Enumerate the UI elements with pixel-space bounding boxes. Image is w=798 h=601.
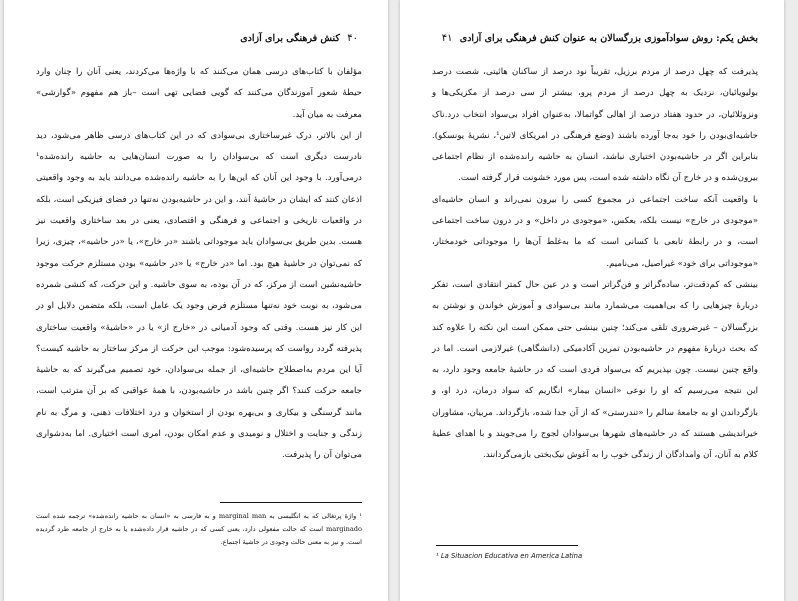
paragraph: پذیرفت که چهل درصد از مردم برزیل، تقریباً نود درصد از ساکنان هائیتی، شصت درصد بولیویائیان، نزدیک به چهل درصد از مردم پرو، بیشتر از سی درصد از مکزیکی‌ها و ونزوئلائیان، در حدود هفتاد درصد از اهالی گواتمالا، به‌عنوان افراد بی‌سواد انتخاب درد.ناک حاشیه‌ای‌بودن را خود به‌جا آورده باشند (وضع فرهنگی در امریکای لاتین¹، نشریهٔ یونسکو). بنابراین اگر در حاشیه‌بودن اختیاری نباشد، انسان به حاشیه رانده‌شده از نظام اجتماعی بیرون‌شده و در خارج آن نگاه داشته شده است، پس مورد خشونت قرار گرفته است. — [432, 67, 758, 184]
left-page-header — [32, 33, 362, 51]
footnote-divider — [436, 545, 578, 546]
paragraph: با واقعیت آنکه ساخت اجتماعی در مجموع کسی را بیرون نمی‌راند و انسان حاشیه‌ای «موجودی در خارج» نیست بلکه، بعکس، «موجودی در داخل» و در درون ساخت اجتماعی است، و در رابطهٔ تابعی با کسانی است که ما به‌غلط آن‌ها را موجوداتی خودمختار، «موجوداتی برای خود» غیراصیل، می‌نامیم. — [432, 194, 758, 269]
left-page — [4, 0, 388, 601]
left-page-footnote: ¹ واژهٔ پرتغالی که به انگلیسی به marginal man و به فارسی به «انسان به حاشیه رانده‌شده» ترجمه شده است marginado است که حالت مفعولی دارد، یعنی کسی که در حاشیه قرار داده‌شده یا به خارج از جامعه طرد گردیده است. و نیز به معنی حالت وجودی در حاشیهٔ اجتماع. — [36, 512, 362, 546]
paragraph: بینشی که کم‌دقت‌تر، ساده‌گراتر و فن‌گراتر است و در عین حال کمتر انتقادی است، تفکر دربارهٔ چیزهایی را که بی‌اهمیت می‌شمارد مانند بی‌سوادی و آموزش خواندن و نوشتن به بزرگسالان – غیرضروری تلقی می‌کند؛ چنین بینشی حتی ممکن است این نکته را علاوه کند که بحث دربارهٔ مفهوم در حاشیه‌بودن تمرین آکادمیکی (دانشگاهی) غیرلازمی است. اما در واقع چنین نیست. چون بپذیریم که بی‌سواد فردی است که در حاشیهٔ جامعه وجود دارد، به این نتیجه می‌رسیم که او را نوعی «انسان بیمار» انگاریم که سواد درمان، درد او، و بازگرداندن او به جامعهٔ سالم را «تندرستی» که از آن جدا شده، بازگرداند. مربیان، مشاوران خیراندیشی هستند که در حاشیه‌های شهرها بی‌سوادان لجوج را می‌جویند و با اهدای عطیهٔ کلام به آنان، آن وامدادگان از زندگی خوب را به آغوش نیک‌بختی بازمی‌گردانند. — [432, 279, 758, 461]
right-page-running-title: بخش یکم: روش سوادآموزی بزرگسالان به عنوان کنش فرهنگی برای آزادی — [459, 33, 758, 44]
left-page-running-title: کنش فرهنگی برای آزادی — [240, 33, 340, 44]
right-page-body — [432, 62, 758, 532]
right-page — [400, 0, 784, 601]
right-page-footnote: ¹ La Situacion Educativa en America Latina — [436, 552, 583, 560]
footnote-divider — [220, 502, 362, 503]
left-page-number: ۴۰ — [347, 33, 358, 44]
paragraph: مؤلفان با کتاب‌های درسی همان می‌کنند که با واژه‌ها می‌کردند، یعنی آنان را چنان وارد حیطهٔ شعور آموزندگان می‌کنند که گویی فضایی تهی است –باز هم مفهوم «گوارشی» معرفت به میان آید. — [36, 67, 362, 120]
right-page-header — [428, 33, 758, 51]
left-page-body — [36, 62, 362, 492]
paragraph: از این بالاتر، درک غیرساختاری بی‌سوادی که در این کتاب‌های درسی ظاهر می‌شود، دید نادرست دیگری است که بی‌سوادان را به صورت انسان‌هایی به حاشیه رانده‌شده¹ درمی‌آورد. با وجود این آنان که این‌ها را به حاشیه رانده‌شده می‌دانند باید به وجود واقعیتی اذعان کنند که ایشان در حاشیهٔ آنند، و این در حاشیه‌بودن نه‌تنها در فضای فیزیکی است، بلکه در واقعیات تاریخی و اجتماعی و فرهنگی و اقتصادی، یعنی در بعد ساختاری واقعیت نیز هست. بدین طریق بی‌سوادان باید موجوداتی باشند «در خارج»، یا «در حاشیه»، چیزی، زیرا که نمی‌توان در حاشیهٔ هیچ بود. اما «در خارج» یا «در حاشیه» بودن مستلزم حرکت موجود حاشیه‌نشین است از مرکز، که در آن بوده، به سوی حاشیه. و این حرکت، که کنشی شمرده می‌شود، به نوبت خود نه‌تنها مستلزم فرض وجود یک عامل است، بلکه متضمن دلایل او در این کار نیز هست. وقتی که وجود آدمیانی در «خارج از» یا در «حاشیهٔ» واقعیت ساختاری پذیرفته گردد رواست که پرسیده‌شود: موجب این حرکت از مرکز ساختار به حاشیه کیست؟ آیا این مردم به‌اصطلاح حاشیه‌ای، از جمله بی‌سوادان، خود تصمیم می‌گیرند که به حاشیهٔ جامعه حرکت کنند؟ اگر چنین باشد در حاشیه‌بودن، با همهٔ عواقبی که بر آن مترتب است، مانند گرسنگی و بیکاری و بی‌بهره بودن از استخوان و درد اختلافات ذهنی، و مرگ به نام زندگی و جنایت و اختلال و نومیدی و عدم امکان بودن، امری است اختیاری. اما به‌دشواری می‌توان آن را پذیرفت. — [36, 130, 362, 461]
right-page-number: ۴۱ — [441, 33, 453, 44]
